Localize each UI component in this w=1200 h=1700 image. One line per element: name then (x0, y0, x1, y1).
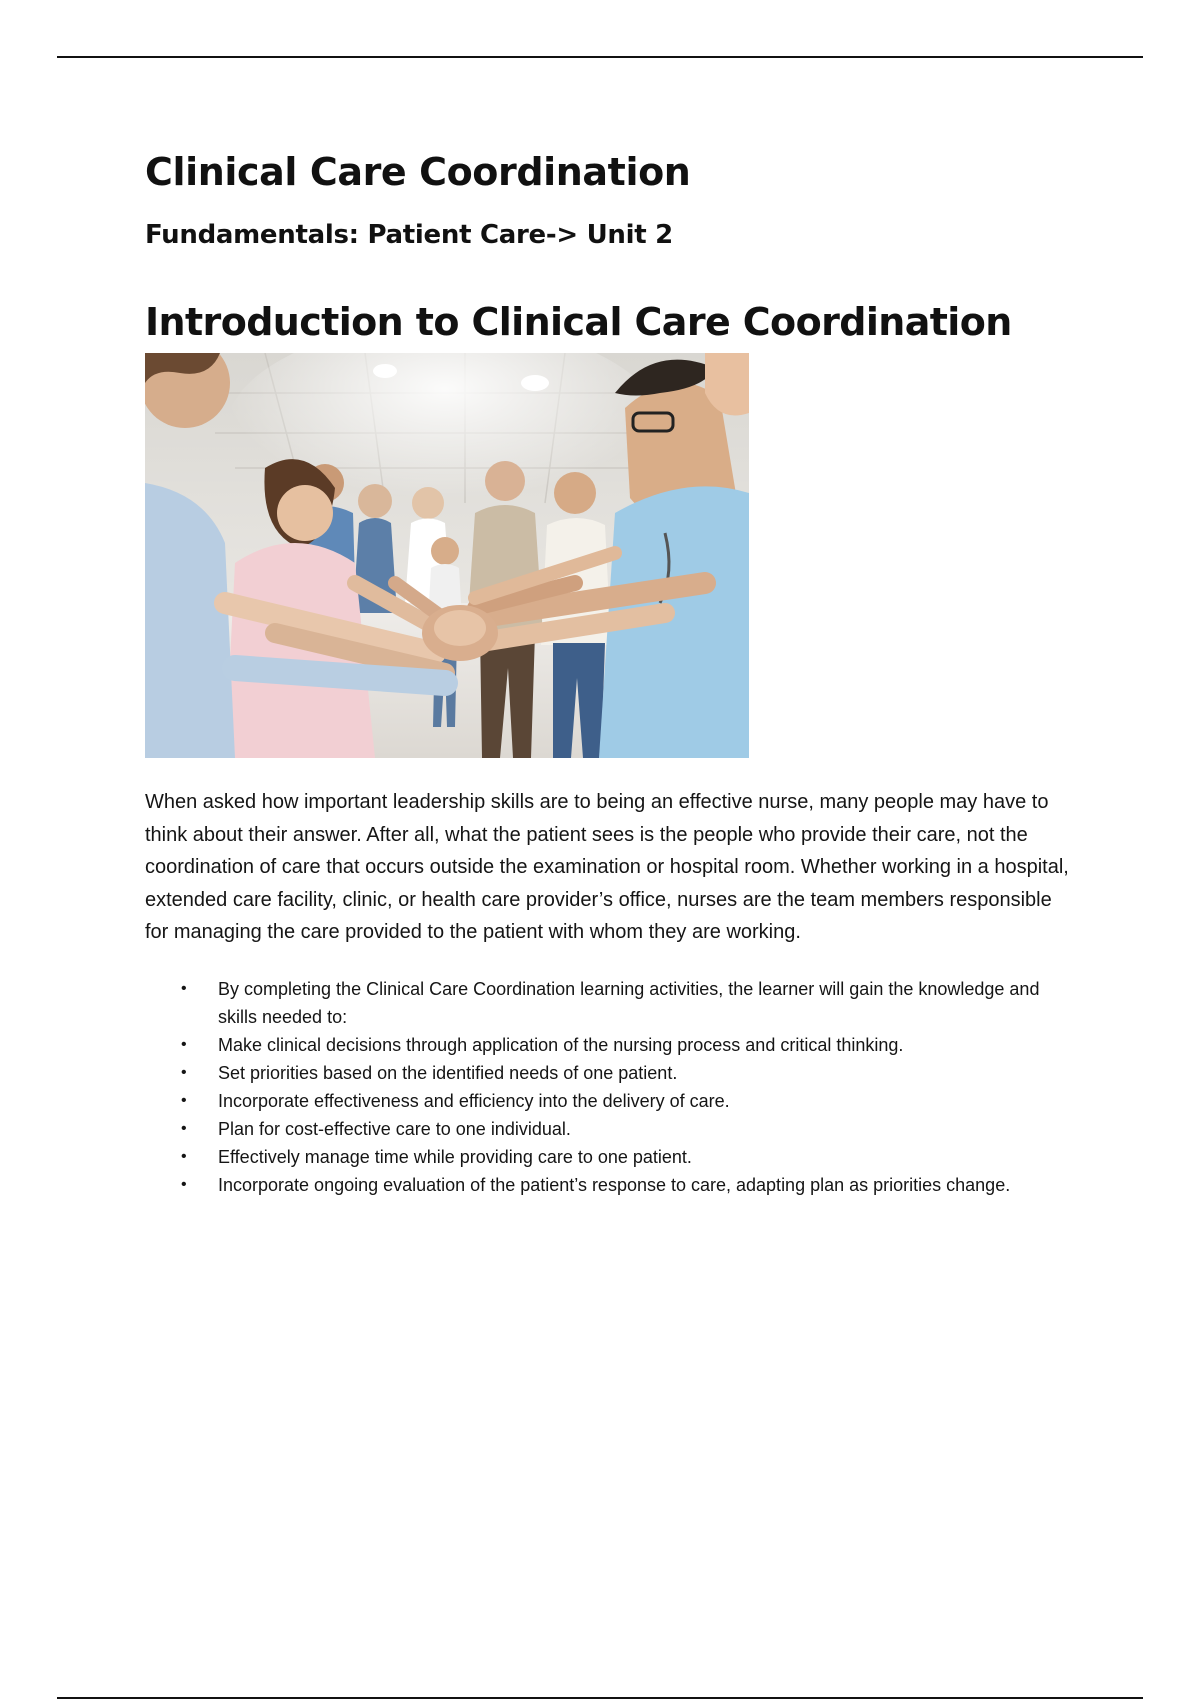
list-item (145, 1115, 1055, 1143)
list-item-text: Incorporate effectiveness and efficiency into the delivery of care. (218, 1090, 730, 1111)
bullet-icon: • (181, 1091, 187, 1109)
list-item (145, 1143, 1055, 1171)
learning-objectives-list (145, 975, 1055, 1199)
list-item-text: Set priorities based on the identified needs of one patient. (218, 1062, 678, 1083)
section-heading: Introduction to Clinical Care Coordination (145, 300, 1012, 344)
list-item (145, 1087, 1055, 1115)
list-item-text: By completing the Clinical Care Coordination learning activities, the learner will gain the knowledge and skills needed to: (218, 978, 1040, 1027)
list-item-text: Incorporate ongoing evaluation of the patient’s response to care, adapting plan as priorities change. (218, 1174, 1011, 1195)
document-subtitle: Fundamentals: Patient Care-> Unit 2 (145, 220, 673, 250)
document-title: Clinical Care Coordination (145, 150, 691, 194)
list-item (145, 1171, 1055, 1199)
bullet-icon: • (181, 1035, 187, 1053)
list-item (145, 1059, 1055, 1087)
list-item-text: Make clinical decisions through application of the nursing process and critical thinking. (218, 1034, 904, 1055)
list-item (145, 975, 1055, 1031)
bullet-icon: • (181, 979, 187, 997)
bullet-icon: • (181, 1063, 187, 1081)
intro-paragraph: When asked how important leadership skills are to being an effective nurse, many people may have to think about their answer. After all, what the patient sees is the people who provide their care, not the coordination of care that occurs outside the examination or hospital room. Whether working in a hospital, extended care facility, clinic, or health care provider’s office, nurses are the team members responsible for managing the care provided to the patient with whom they are working. (145, 791, 1069, 943)
bottom-rule (57, 1697, 1143, 1699)
list-item-text: Plan for cost-effective care to one individual. (218, 1118, 571, 1139)
top-rule (57, 56, 1143, 58)
bullet-icon: • (181, 1119, 187, 1137)
bullet-icon: • (181, 1147, 187, 1165)
document-body (145, 145, 1085, 1199)
list-item (145, 1031, 1055, 1059)
bullet-icon: • (181, 1175, 187, 1193)
team-hands-photo (145, 353, 749, 758)
list-item-text: Effectively manage time while providing care to one patient. (218, 1146, 692, 1167)
